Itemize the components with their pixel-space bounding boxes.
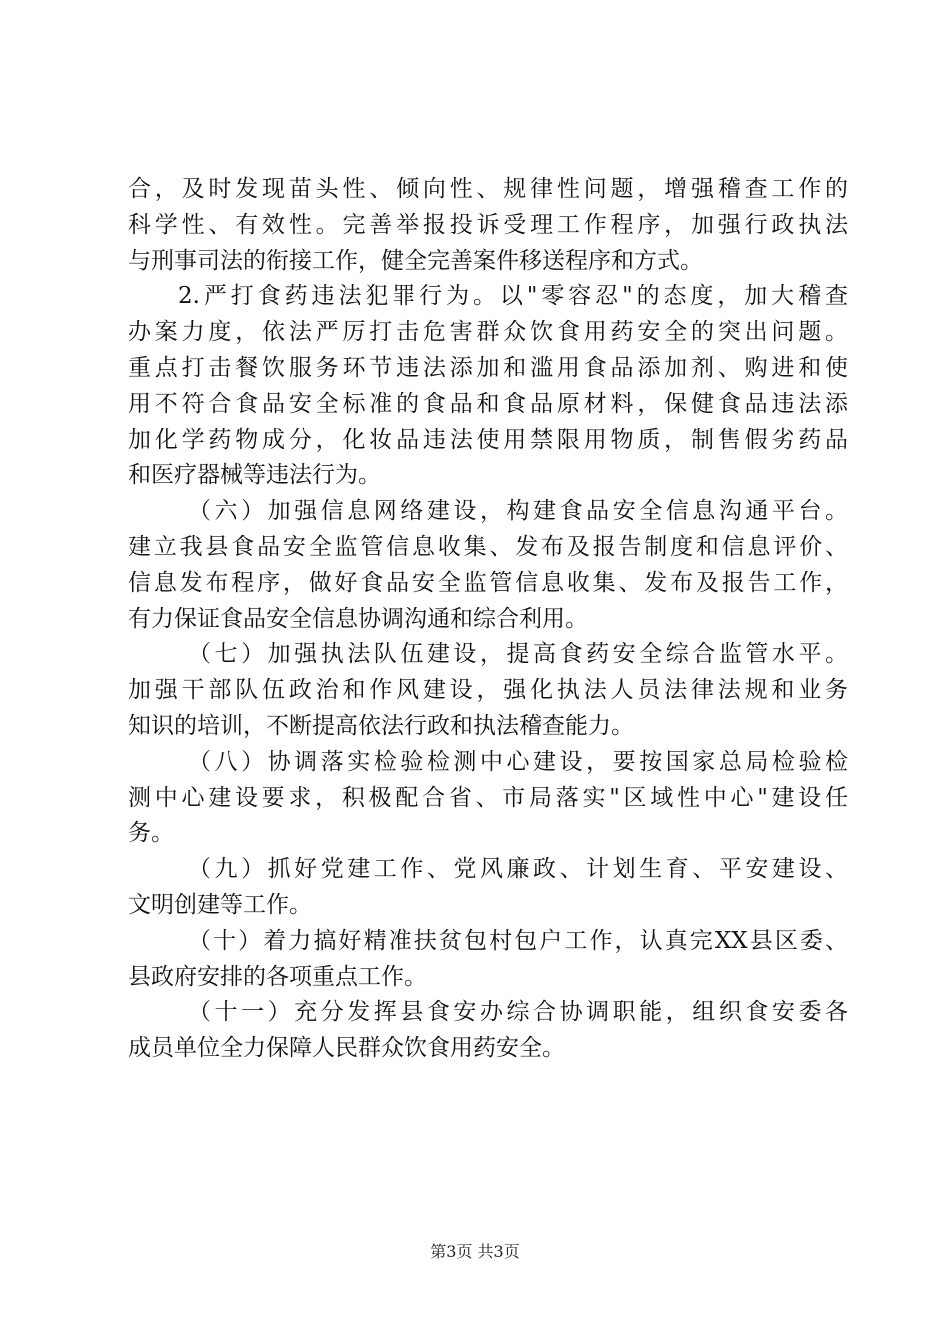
body-line: 信息发布程序，做好食品安全监管信息收集、发布及报告工作， — [128, 569, 848, 596]
body-line: 成员单位全力保障人民群众饮食用药安全。 — [128, 1035, 565, 1062]
body-line: 县政府安排的各项重点工作。 — [128, 963, 427, 990]
body-line: 重点打击餐饮服务环节违法添加和滥用食品添加剂、购进和使 — [128, 354, 848, 381]
body-line: 2.严打食药违法犯罪行为。以"零容忍"的态度，加大稽查 — [178, 283, 848, 310]
body-line: （六）加强信息网络建设，构建食品安全信息沟通平台。 — [188, 498, 848, 525]
body-line: 合，及时发现苗头性、倾向性、规律性问题，增强稽查工作的 — [128, 176, 848, 202]
page-number-footer: 第3页 共3页 — [430, 1242, 520, 1261]
body-line: 和医疗器械等违法行为。 — [128, 462, 381, 489]
body-line: 科学性、有效性。完善举报投诉受理工作程序，加强行政执法 — [128, 211, 848, 238]
body-line: 加化学药物成分，化妆品违法使用禁限用物质，制售假劣药品 — [128, 426, 848, 453]
body-line: 测中心建设要求，积极配合省、市局落实"区域性中心"建设任 — [128, 784, 848, 811]
body-line: 务。 — [128, 820, 174, 847]
body-line: 办案力度，依法严厉打击危害群众饮食用药安全的突出问题。 — [128, 319, 848, 346]
body-line: （十）着力搞好精准扶贫包村包户工作，认真完XX县区委、 — [188, 927, 848, 954]
document-body — [128, 172, 848, 1067]
body-line: 知识的培训，不断提高依法行政和执法稽查能力。 — [128, 712, 634, 739]
body-line: 与刑事司法的衔接工作，健全完善案件移送程序和方式。 — [128, 247, 703, 274]
body-line: （七）加强执法队伍建设，提高食药安全综合监管水平。 — [188, 641, 848, 668]
body-line: （八）协调落实检验检测中心建设，要按国家总局检验检 — [188, 748, 848, 775]
body-line: 建立我县食品安全监管信息收集、发布及报告制度和信息评价、 — [128, 533, 848, 560]
body-line: （九）抓好党建工作、党风廉政、计划生育、平安建设、 — [188, 856, 848, 883]
body-line: 有力保证食品安全信息协调沟通和综合利用。 — [128, 605, 588, 632]
body-line: （十一）充分发挥县食安办综合协调职能，组织食安委各 — [188, 999, 848, 1026]
body-line: 文明创建等工作。 — [128, 891, 312, 918]
body-line: 用不符合食品安全标准的食品和食品原材料，保健食品违法添 — [128, 390, 848, 417]
body-line: 加强干部队伍政治和作风建设，强化执法人员法律法规和业务 — [128, 677, 848, 704]
